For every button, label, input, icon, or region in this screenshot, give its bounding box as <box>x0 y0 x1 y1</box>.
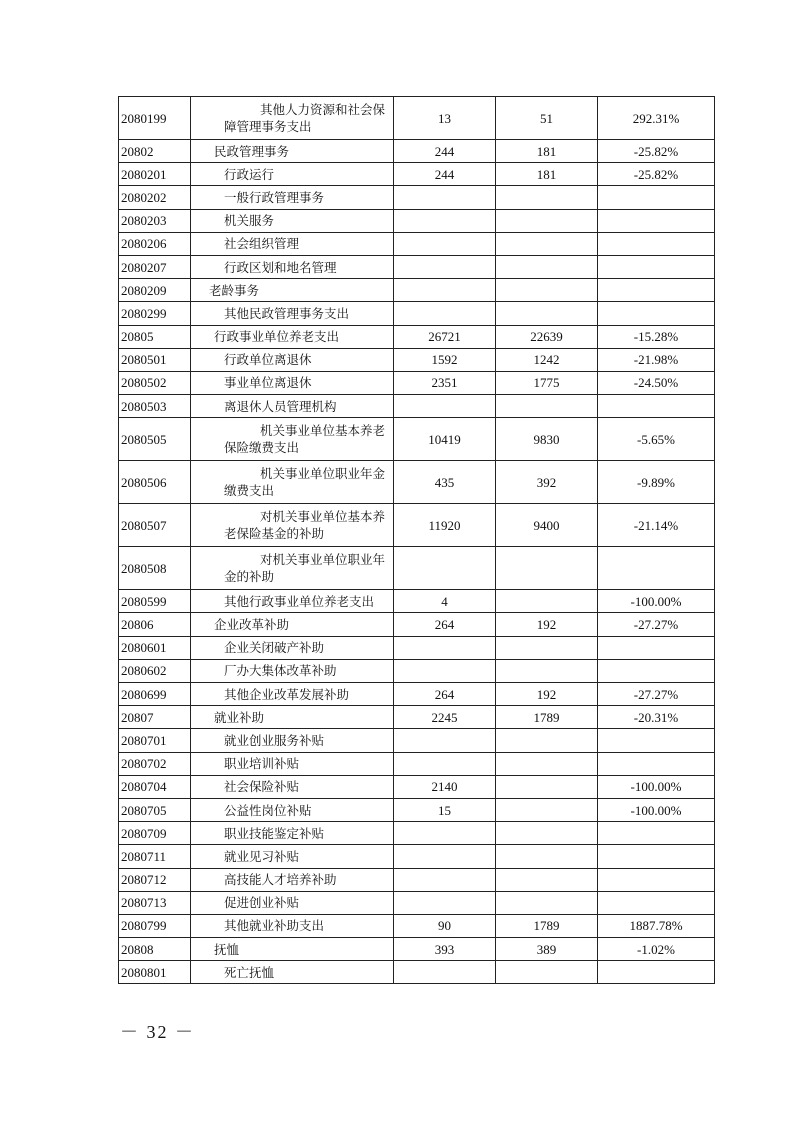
subject-code-cell: 2080201 <box>119 163 191 186</box>
table-row <box>119 232 715 255</box>
current-year-amount-cell: 181 <box>496 140 598 163</box>
current-year-amount-cell <box>496 891 598 914</box>
change-percent-cell: -5.65% <box>598 418 715 461</box>
subject-code-cell: 2080601 <box>119 636 191 659</box>
change-percent-cell <box>598 752 715 775</box>
prior-year-amount-cell <box>394 729 496 752</box>
subject-name-cell: 行政区划和地名管理 <box>191 255 394 278</box>
change-percent-cell: -21.98% <box>598 348 715 371</box>
prior-year-amount-cell: 2140 <box>394 775 496 798</box>
subject-name-cell: 行政运行 <box>191 163 394 186</box>
change-percent-cell: -100.00% <box>598 775 715 798</box>
subject-name-cell: 离退休人员管理机构 <box>191 395 394 418</box>
prior-year-amount-cell <box>394 255 496 278</box>
change-percent-cell <box>598 395 715 418</box>
prior-year-amount-cell: 1592 <box>394 348 496 371</box>
current-year-amount-cell <box>496 255 598 278</box>
current-year-amount-cell <box>496 752 598 775</box>
current-year-amount-cell: 9400 <box>496 504 598 547</box>
subject-name-cell: 机关事业单位职业年金缴费支出 <box>191 461 394 504</box>
change-percent-cell: -9.89% <box>598 461 715 504</box>
table-row <box>119 659 715 682</box>
change-percent-cell <box>598 636 715 659</box>
prior-year-amount-cell: 2351 <box>394 371 496 394</box>
current-year-amount-cell: 1789 <box>496 706 598 729</box>
table-row <box>119 209 715 232</box>
prior-year-amount-cell <box>394 636 496 659</box>
subject-code-cell: 2080799 <box>119 914 191 937</box>
table-row <box>119 752 715 775</box>
change-percent-cell <box>598 547 715 590</box>
subject-name-cell: 其他企业改革发展补助 <box>191 683 394 706</box>
subject-code-cell: 2080505 <box>119 418 191 461</box>
prior-year-amount-cell: 264 <box>394 613 496 636</box>
subject-code-cell: 2080506 <box>119 461 191 504</box>
current-year-amount-cell <box>496 729 598 752</box>
current-year-amount-cell <box>496 961 598 984</box>
current-year-amount-cell <box>496 868 598 891</box>
table-row <box>119 613 715 636</box>
subject-name-cell: 企业关闭破产补助 <box>191 636 394 659</box>
table-row <box>119 961 715 984</box>
subject-name-cell: 社会保险补贴 <box>191 775 394 798</box>
subject-name-cell: 老龄事务 <box>191 279 394 302</box>
subject-name-cell: 高技能人才培养补助 <box>191 868 394 891</box>
current-year-amount-cell: 51 <box>496 97 598 140</box>
current-year-amount-cell: 1775 <box>496 371 598 394</box>
prior-year-amount-cell <box>394 752 496 775</box>
table-row <box>119 706 715 729</box>
table-row <box>119 255 715 278</box>
change-percent-cell: -25.82% <box>598 163 715 186</box>
subject-code-cell: 2080602 <box>119 659 191 682</box>
change-percent-cell <box>598 729 715 752</box>
subject-code-cell: 2080701 <box>119 729 191 752</box>
current-year-amount-cell: 181 <box>496 163 598 186</box>
prior-year-amount-cell: 13 <box>394 97 496 140</box>
current-year-amount-cell <box>496 845 598 868</box>
current-year-amount-cell: 22639 <box>496 325 598 348</box>
change-percent-cell: -21.14% <box>598 504 715 547</box>
subject-code-cell: 2080199 <box>119 97 191 140</box>
table-row <box>119 938 715 961</box>
subject-code-cell: 2080712 <box>119 868 191 891</box>
subject-code-cell: 2080711 <box>119 845 191 868</box>
subject-name-cell: 一般行政管理事务 <box>191 186 394 209</box>
prior-year-amount-cell <box>394 891 496 914</box>
table-row <box>119 729 715 752</box>
current-year-amount-cell: 389 <box>496 938 598 961</box>
change-percent-cell: -25.82% <box>598 140 715 163</box>
subject-name-cell: 对机关事业单位职业年金的补助 <box>191 547 394 590</box>
prior-year-amount-cell: 11920 <box>394 504 496 547</box>
subject-name-cell: 职业培训补贴 <box>191 752 394 775</box>
subject-name-cell: 其他行政事业单位养老支出 <box>191 590 394 613</box>
change-percent-cell: -20.31% <box>598 706 715 729</box>
prior-year-amount-cell: 2245 <box>394 706 496 729</box>
subject-name-cell: 企业改革补助 <box>191 613 394 636</box>
subject-code-cell: 2080501 <box>119 348 191 371</box>
prior-year-amount-cell: 435 <box>394 461 496 504</box>
subject-name-cell: 厂办大集体改革补助 <box>191 659 394 682</box>
subject-name-cell: 机关事业单位基本养老保险缴费支出 <box>191 418 394 461</box>
subject-code-cell: 2080702 <box>119 752 191 775</box>
change-percent-cell <box>598 302 715 325</box>
subject-code-cell: 20807 <box>119 706 191 729</box>
subject-code-cell: 20808 <box>119 938 191 961</box>
subject-name-cell: 抚恤 <box>191 938 394 961</box>
page-number: － 32 － <box>120 1022 195 1042</box>
subject-name-cell: 就业创业服务补贴 <box>191 729 394 752</box>
prior-year-amount-cell <box>394 232 496 255</box>
subject-code-cell: 2080704 <box>119 775 191 798</box>
prior-year-amount-cell: 393 <box>394 938 496 961</box>
current-year-amount-cell <box>496 302 598 325</box>
current-year-amount-cell <box>496 636 598 659</box>
subject-name-cell: 就业补助 <box>191 706 394 729</box>
prior-year-amount-cell: 244 <box>394 140 496 163</box>
change-percent-cell: 292.31% <box>598 97 715 140</box>
change-percent-cell <box>598 845 715 868</box>
change-percent-cell: -100.00% <box>598 590 715 613</box>
prior-year-amount-cell: 90 <box>394 914 496 937</box>
current-year-amount-cell <box>496 775 598 798</box>
subject-name-cell: 就业见习补贴 <box>191 845 394 868</box>
subject-code-cell: 2080206 <box>119 232 191 255</box>
subject-name-cell: 对机关事业单位基本养老保险基金的补助 <box>191 504 394 547</box>
current-year-amount-cell: 192 <box>496 683 598 706</box>
subject-code-cell: 2080713 <box>119 891 191 914</box>
subject-name-cell: 死亡抚恤 <box>191 961 394 984</box>
prior-year-amount-cell <box>394 868 496 891</box>
table-row <box>119 868 715 891</box>
prior-year-amount-cell: 10419 <box>394 418 496 461</box>
change-percent-cell <box>598 209 715 232</box>
subject-name-cell: 机关服务 <box>191 209 394 232</box>
change-percent-cell: 1887.78% <box>598 914 715 937</box>
change-percent-cell <box>598 822 715 845</box>
subject-code-cell: 20802 <box>119 140 191 163</box>
change-percent-cell <box>598 868 715 891</box>
prior-year-amount-cell: 4 <box>394 590 496 613</box>
table-row <box>119 371 715 394</box>
subject-code-cell: 2080202 <box>119 186 191 209</box>
current-year-amount-cell <box>496 279 598 302</box>
subject-name-cell: 行政单位离退休 <box>191 348 394 371</box>
prior-year-amount-cell: 15 <box>394 798 496 821</box>
subject-name-cell: 其他人力资源和社会保障管理事务支出 <box>191 97 394 140</box>
subject-code-cell: 2080801 <box>119 961 191 984</box>
prior-year-amount-cell <box>394 279 496 302</box>
subject-code-cell: 20805 <box>119 325 191 348</box>
prior-year-amount-cell <box>394 186 496 209</box>
table-row <box>119 461 715 504</box>
subject-name-cell: 职业技能鉴定补贴 <box>191 822 394 845</box>
table-row <box>119 845 715 868</box>
table-row <box>119 302 715 325</box>
subject-name-cell: 其他就业补助支出 <box>191 914 394 937</box>
change-percent-cell: -27.27% <box>598 613 715 636</box>
subject-name-cell: 其他民政管理事务支出 <box>191 302 394 325</box>
subject-code-cell: 2080709 <box>119 822 191 845</box>
table-row <box>119 590 715 613</box>
table-row <box>119 418 715 461</box>
change-percent-cell <box>598 659 715 682</box>
current-year-amount-cell <box>496 232 598 255</box>
table-row <box>119 348 715 371</box>
change-percent-cell <box>598 279 715 302</box>
prior-year-amount-cell: 244 <box>394 163 496 186</box>
change-percent-cell: -15.28% <box>598 325 715 348</box>
current-year-amount-cell <box>496 590 598 613</box>
table-row <box>119 914 715 937</box>
subject-name-cell: 事业单位离退休 <box>191 371 394 394</box>
current-year-amount-cell: 1242 <box>496 348 598 371</box>
prior-year-amount-cell <box>394 845 496 868</box>
table-row <box>119 395 715 418</box>
prior-year-amount-cell <box>394 659 496 682</box>
subject-name-cell: 促进创业补贴 <box>191 891 394 914</box>
subject-code-cell: 20806 <box>119 613 191 636</box>
subject-code-cell: 2080507 <box>119 504 191 547</box>
subject-code-cell: 2080705 <box>119 798 191 821</box>
prior-year-amount-cell <box>394 822 496 845</box>
table-row <box>119 140 715 163</box>
change-percent-cell <box>598 891 715 914</box>
subject-code-cell: 2080503 <box>119 395 191 418</box>
subject-code-cell: 2080699 <box>119 683 191 706</box>
current-year-amount-cell <box>496 798 598 821</box>
table-row <box>119 279 715 302</box>
prior-year-amount-cell <box>394 395 496 418</box>
subject-code-cell: 2080599 <box>119 590 191 613</box>
table-row <box>119 798 715 821</box>
current-year-amount-cell <box>496 395 598 418</box>
table-row <box>119 822 715 845</box>
current-year-amount-cell <box>496 547 598 590</box>
table-row <box>119 504 715 547</box>
current-year-amount-cell: 1789 <box>496 914 598 937</box>
table-row <box>119 97 715 140</box>
change-percent-cell <box>598 232 715 255</box>
prior-year-amount-cell <box>394 961 496 984</box>
table-row <box>119 775 715 798</box>
subject-name-cell: 社会组织管理 <box>191 232 394 255</box>
current-year-amount-cell: 192 <box>496 613 598 636</box>
current-year-amount-cell <box>496 822 598 845</box>
prior-year-amount-cell <box>394 547 496 590</box>
subject-code-cell: 2080207 <box>119 255 191 278</box>
table-row <box>119 683 715 706</box>
current-year-amount-cell <box>496 186 598 209</box>
prior-year-amount-cell: 26721 <box>394 325 496 348</box>
change-percent-cell <box>598 186 715 209</box>
budget-table-body <box>119 97 715 984</box>
change-percent-cell <box>598 961 715 984</box>
subject-code-cell: 2080502 <box>119 371 191 394</box>
table-row <box>119 163 715 186</box>
current-year-amount-cell <box>496 209 598 232</box>
table-row <box>119 547 715 590</box>
prior-year-amount-cell: 264 <box>394 683 496 706</box>
prior-year-amount-cell <box>394 302 496 325</box>
table-row <box>119 325 715 348</box>
change-percent-cell: -100.00% <box>598 798 715 821</box>
subject-name-cell: 行政事业单位养老支出 <box>191 325 394 348</box>
subject-code-cell: 2080508 <box>119 547 191 590</box>
prior-year-amount-cell <box>394 209 496 232</box>
table-row <box>119 891 715 914</box>
subject-code-cell: 2080299 <box>119 302 191 325</box>
table-row <box>119 636 715 659</box>
change-percent-cell <box>598 255 715 278</box>
table-row <box>119 186 715 209</box>
subject-name-cell: 民政管理事务 <box>191 140 394 163</box>
change-percent-cell: -24.50% <box>598 371 715 394</box>
budget-table <box>118 96 715 984</box>
subject-code-cell: 2080209 <box>119 279 191 302</box>
change-percent-cell: -1.02% <box>598 938 715 961</box>
change-percent-cell: -27.27% <box>598 683 715 706</box>
current-year-amount-cell <box>496 659 598 682</box>
current-year-amount-cell: 9830 <box>496 418 598 461</box>
subject-code-cell: 2080203 <box>119 209 191 232</box>
current-year-amount-cell: 392 <box>496 461 598 504</box>
subject-name-cell: 公益性岗位补贴 <box>191 798 394 821</box>
